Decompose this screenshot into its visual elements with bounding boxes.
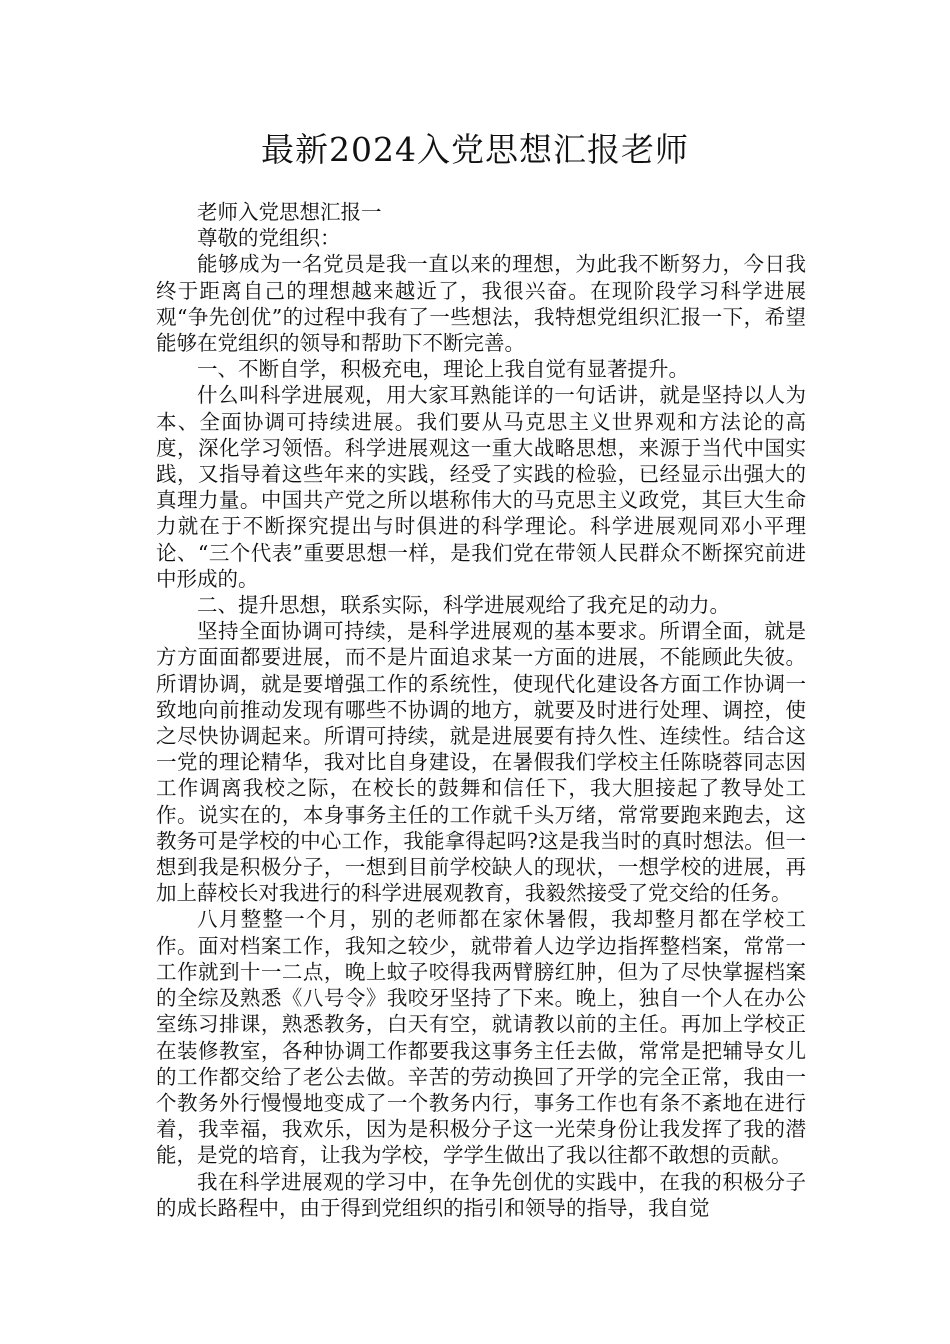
paragraph: 我在科学进展观的学习中，在争先创优的实践中，在我的积极分子的成长路程中，由于得到党组织的指引和领导的指导，我自觉 xyxy=(156,1169,806,1220)
section-heading: 老师入党思想汇报一 xyxy=(197,200,382,224)
paragraph: 坚持全面协调可持续，是科学进展观的基本要求。所谓全面，就是方方面面都要进展，而不是片面追求某一方面的进展，不能顾此失彼。所谓协调，就是要增强工作的系统性，使现代化建设各方面工作协调一致地向前推动发现有哪些不协调的地方，就要及时进行处理、调控，使之尽快协调起来。所谓可持续，就是进展要有持久性、连续性。结合这一党的理论精华，我对比自身建设，在暑假我们学校主任陈晓蓉同志因工作调离我校之际，在校长的鼓舞和信任下，我大胆接起了教导处工作。说实在的，本身事务主任的工作就千头万绪，常常要跑来跑去，这教务可是学校的中心工作，我能拿得起吗?这是我当时的真时想法。但一想到我是积极分子，一想到目前学校缺人的现状，一想学校的进展，再加上薛校长对我进行的科学进展观教育，我毅然接受了党交给的任务。 xyxy=(156,619,806,906)
salutation: 尊敬的党组织： xyxy=(197,226,341,251)
paragraph: 能够成为一名党员是我一直以来的理想，为此我不断努力，今日我终于距离自己的理想越来越近了，我很兴奋。在现阶段学习科学进展观“争先创优”的过程中我有了一些想法，我特想党组织汇报一下，希望能够在党组织的领导和帮助下不断完善。 xyxy=(156,252,806,356)
paragraph: 二、提升思想，联系实际，科学进展观给了我充足的动力。 xyxy=(197,593,730,618)
document-title: 最新2024入党思想汇报老师 xyxy=(261,130,689,169)
document-body xyxy=(156,199,806,1221)
paragraph: 什么叫科学进展观，用大家耳熟能详的一句话讲，就是坚持以人为本、全面协调可持续进展。我们要从马克思主义世界观和方法论的高度，深化学习领悟。科学进展观这一重大战略思想，来源于当代中国实践，又指导着这些年来的实践，经受了实践的检验，已经显示出强大的真理力量。中国共产党之所以堪称伟大的马克思主义政党，其巨大生命力就在于不断探究提出与时俱进的科学理论。科学进展观同邓小平理论、“三个代表”重要思想一样，是我们党在带领人民群众不断探究前进中形成的。 xyxy=(156,383,806,591)
paragraph: 一、不断自学，积极充电，理论上我自觉有显著提升。 xyxy=(197,357,689,382)
paragraph: 八月整整一个月，别的老师都在家休暑假，我却整月都在学校工作。面对档案工作，我知之较少，就带着人边学边指挥整档案，常常一工作就到十一二点，晚上蚊子咬得我两臂膀红肿，但为了尽快掌握档案的全综及熟悉《八号令》我咬牙坚持了下来。晚上，独自一个人在办公室练习排课，熟悉教务，白天有空，就请教以前的主任。再加上学校正在装修教室，各种协调工作都要我这事务主任去做，常常是把辅导女儿的工作都交给了老公去做。辛苦的劳动换回了开学的完全正常，我由一个教务外行慢慢地变成了一个教务内行，事务工作也有条不紊地在进行着，我幸福，我欢乐，因为是积极分子这一光荣身份让我发挥了我的潜能，是党的培育，让我为学校，学学生做出了我以往都不敢想的贡献。 xyxy=(156,907,806,1168)
